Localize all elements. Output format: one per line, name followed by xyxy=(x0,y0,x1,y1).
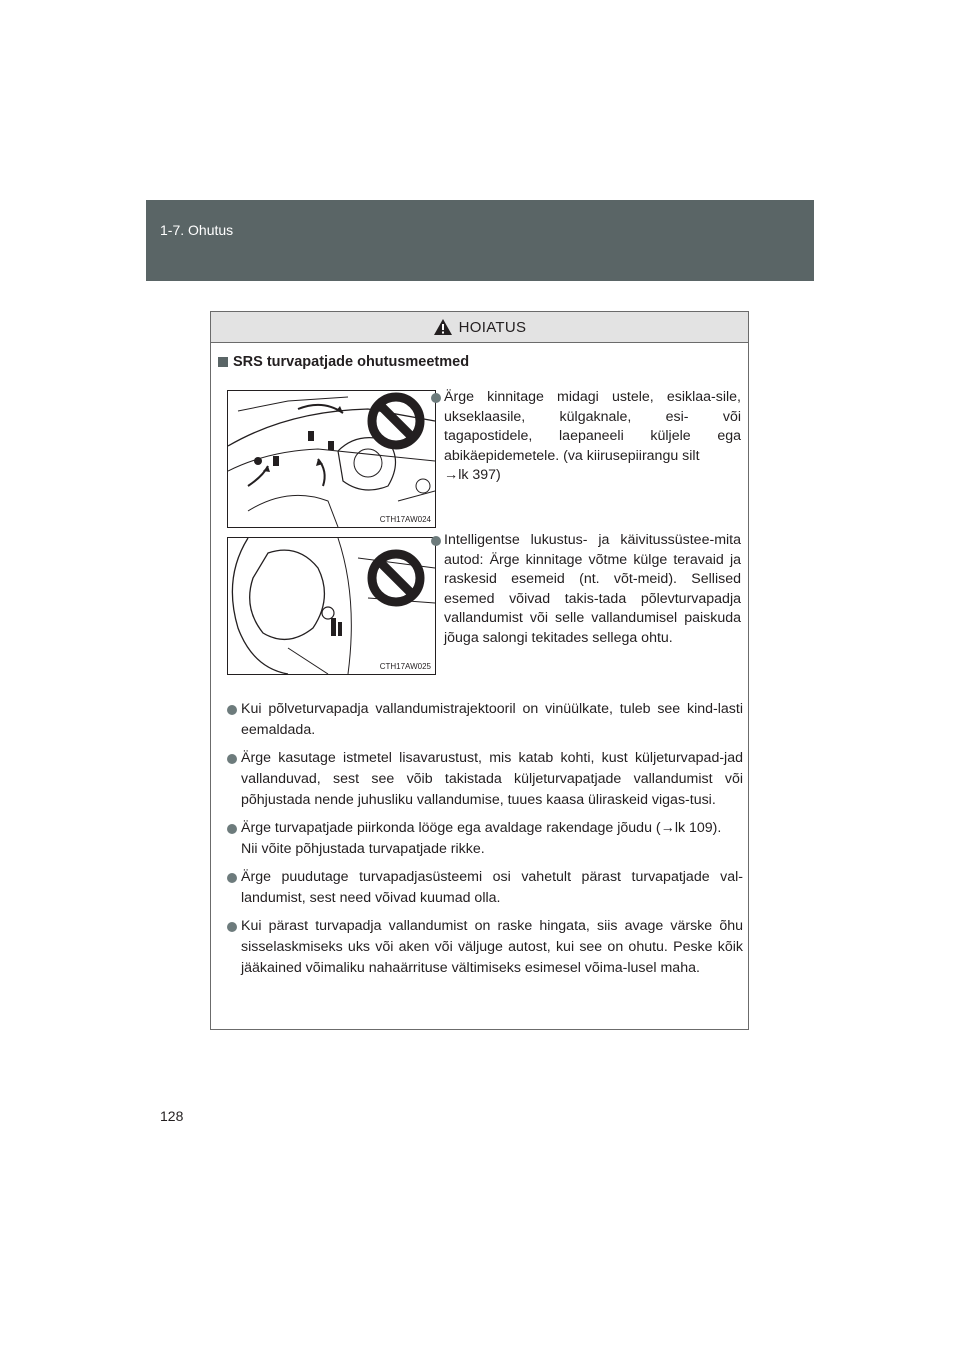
bullet-list xyxy=(227,699,743,986)
list-item xyxy=(227,699,743,741)
round-bullet-icon xyxy=(227,922,237,932)
warning-heading-text: SRS turvapatjade ohutusmeetmed xyxy=(233,354,470,370)
item-text: Ärge puudutage turvapadjasüsteemi osi vahetult pärast turvapatjade val-landumist, sest need võivad kuumad olla. xyxy=(241,869,743,906)
round-bullet-icon xyxy=(431,536,441,546)
warning-triangle-icon xyxy=(433,318,453,336)
item-text: Intelligentse lukustus- ja käivitussüstee-mita autod: Ärge kinnitage võtme külge teravaid ja raskesid esemeid (nt. võt-meid). Sellised esemed võivad takis-tada põlevturvapadja vallandumist või selle vallandumisel paiskuda jõuga salongi tekitades sellega ohtu. xyxy=(444,532,741,646)
round-bullet-icon xyxy=(227,754,237,764)
item-text: Kui pärast turvapadja vallandumist on raske hingata, siis avage värske õhu sisselaskmiseks uks või aken või väljuge autost, kui see on ohutu. Peske kõik jääkained võimaliku nahaärrituse vältimiseks esimesel võima-lusel maha. xyxy=(241,918,743,976)
illustration-car-interior xyxy=(227,390,436,528)
illustration-steering-key xyxy=(227,537,436,675)
item-text: Kui põlveturvapadja vallandumistrajektooril on vinüülkate, tuleb see kind-lasti eemaldada. xyxy=(241,701,743,738)
list-item xyxy=(227,916,743,979)
warning-box xyxy=(210,311,749,1030)
steering-key-drawing xyxy=(228,538,435,674)
warning-title: HOIATUS xyxy=(458,318,527,336)
warning-header xyxy=(211,312,748,343)
list-item xyxy=(227,867,743,909)
car-interior-drawing xyxy=(228,391,435,527)
illustration-item-1 xyxy=(431,388,741,486)
item-extra-text: Nii võite põhjustada turvapatjade rikke. xyxy=(241,841,485,857)
figure-code: CTH17AW025 xyxy=(379,662,431,671)
figure-code: CTH17AW024 xyxy=(379,515,431,524)
header-band xyxy=(146,200,814,281)
item-text: Ärge kinnitage midagi ustele, esiklaa-sile, ukseklaasile, külgaknale, esi- või tagapostidele, laepaneeli küljele ega abikäepidemetele. (va kiirusepiirangu silt xyxy=(444,389,741,464)
page-number: 128 xyxy=(160,1108,184,1124)
round-bullet-icon xyxy=(227,705,237,715)
item-text: Ärge kasutage istmetel lisavarustust, mis katab kohti, kust küljeturvapad-jad vallanduvad, sest see võib takistada küljeturvapatjade vallandumist või põhjustada nende juhusliku vallandumise, tuues kaasa üliraskeid vigas-tusi. xyxy=(241,750,743,808)
illustration-item-2 xyxy=(431,531,741,648)
page-reference: →lk 397) xyxy=(444,467,501,483)
list-item xyxy=(227,818,743,860)
round-bullet-icon xyxy=(227,873,237,883)
section-label: 1-7. Ohutus xyxy=(160,222,234,238)
item-text: Ärge turvapatjade piirkonda lööge ega avaldage rakendage jõudu (→lk 109). xyxy=(241,820,722,836)
round-bullet-icon xyxy=(227,824,237,834)
round-bullet-icon xyxy=(431,393,441,403)
square-bullet-icon xyxy=(218,357,228,367)
warning-heading xyxy=(218,354,469,370)
list-item xyxy=(227,748,743,811)
